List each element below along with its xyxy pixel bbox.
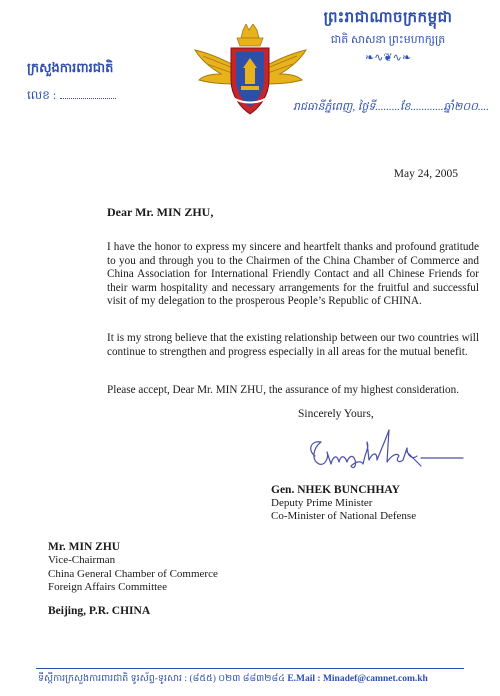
signer-name: Gen. NHEK BUNCHHAY <box>271 484 400 496</box>
footer-email: E.Mail : Minadef@camnet.com.kh <box>287 674 428 684</box>
closing: Sincerely Yours, <box>298 408 374 420</box>
ministry-name: ក្រសួងការពារជាតិ <box>27 60 114 75</box>
recipient-line: China General Chamber of Commerce <box>48 567 218 580</box>
signer-title: Co-Minister of National Defense <box>271 510 417 522</box>
ornament-divider: ❧∿❦∿❧ <box>364 52 412 64</box>
footer <box>38 672 428 686</box>
recipient-line: Vice-Chairman <box>48 554 116 567</box>
salutation: Dear Mr. MIN ZHU, <box>107 205 214 219</box>
body-paragraph: I have the honor to express my sincere and heartfelt thanks and profound gratitude to you and through you to the Chairmen of the China Chamber of Commerce and China Association for International Friendly Contact and all Chinese Friends for their warm hospitality and necessary arrangements for the fruitful and successful visit of my delegation to the prosperous People’s Republic of CHINA. <box>107 241 479 308</box>
letter-date: May 24, 2005 <box>393 168 458 180</box>
recipient-city: Beijing, P.R. CHINA <box>48 604 151 617</box>
recipient-name: Mr. MIN ZHU <box>48 541 121 553</box>
reference-blank <box>60 88 116 99</box>
reference-label: លេខ : <box>27 88 57 102</box>
letterhead-ministry <box>27 60 116 105</box>
footer-divider <box>36 668 464 669</box>
signer-title: Deputy Prime Minister <box>271 497 373 509</box>
body-paragraph: Please accept, Dear Mr. MIN ZHU, the assurance of my highest consideration. <box>107 384 459 396</box>
kingdom-title: ព្រះរាជាណាចក្រកម្ពុជា <box>323 10 453 26</box>
recipient-block <box>48 541 218 618</box>
recipient-line: Foreign Affairs Committee <box>48 581 167 594</box>
date-place-line: រាជធានីភ្នំពេញ, ថ្ងៃទី.........ខែ............ឆ្នាំ២០០.... <box>293 101 489 113</box>
signer-block <box>271 484 416 523</box>
letterhead-kingdom <box>298 8 478 64</box>
motto: ជាតិ សាសនា ព្រះមហាក្សត្រ <box>330 34 446 46</box>
body-paragraph: It is my strong believe that the existing relationship between our two countries will continue to strengthen and progress especially in all areas for the mutual benefit. <box>107 332 479 358</box>
reference-number <box>27 87 116 105</box>
handwritten-signature <box>303 426 468 478</box>
footer-address: ទីស្តីការក្រសួងការពារជាតិ ទូរស័ព្ទ-ទូរសារ : (៨៥៥) ០២៣ ៨៨៣២៨៤ <box>38 674 285 684</box>
ministry-emblem-icon <box>193 24 308 116</box>
